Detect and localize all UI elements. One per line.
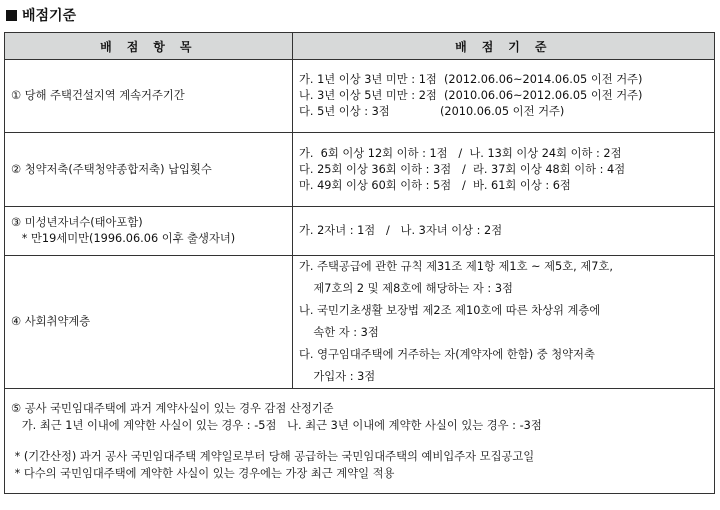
row-criteria-cell bbox=[293, 207, 715, 256]
square-bullet-icon bbox=[6, 10, 17, 21]
criteria-line: 나. 3년 이상 5년 미만 : 2점 (2010.06.06~2012.06.05 이전 거주) bbox=[299, 89, 643, 102]
scoring-criteria-table bbox=[4, 32, 715, 494]
item-label: ③ 미성년자녀수(태아포함) bbox=[11, 216, 143, 229]
row-item-cell bbox=[5, 133, 293, 207]
table-row bbox=[5, 256, 715, 389]
criteria-line: 속한 자 : 3점 bbox=[299, 326, 379, 339]
section-heading bbox=[6, 4, 76, 26]
criteria-line: 나. 국민기초생활 보장법 제2조 제10호에 따른 차상위 계층에 bbox=[299, 304, 601, 317]
table-row bbox=[5, 60, 715, 133]
criteria-line: 마. 49회 이상 60회 이하 : 5점 / 바. 61회 이상 : 6점 bbox=[299, 178, 571, 192]
row-criteria-cell bbox=[293, 60, 715, 133]
criteria-line: 가. 2자녀 : 1점 / 나. 3자녀 이상 : 2점 bbox=[299, 224, 503, 237]
row-item-cell bbox=[5, 256, 293, 389]
criteria-line: 가. 6회 이상 12회 이하 : 1점 / 나. 13회 이상 24회 이하 : 2점 bbox=[299, 146, 622, 160]
deduction-footer-row bbox=[5, 389, 715, 494]
criteria-line: 다. 영구임대주택에 거주하는 자(계약자에 한함) 중 청약저축 bbox=[299, 348, 595, 361]
row-criteria-cell bbox=[293, 133, 715, 207]
header-scoring-item: 배 점 항 목 bbox=[5, 33, 293, 60]
table-row bbox=[5, 133, 715, 207]
deduction-title: ⑤ 공사 국민임대주택에 과거 계약사실이 있는 경우 감점 산정기준 bbox=[11, 402, 334, 415]
spacer bbox=[11, 434, 708, 448]
criteria-line: 가. 주택공급에 관한 규칙 제31조 제1항 제1호 ~ 제5호, 제7호, bbox=[299, 260, 613, 273]
deduction-footer-cell bbox=[5, 389, 715, 494]
row-criteria-cell bbox=[293, 256, 715, 389]
criteria-line: 제7호의 2 및 제8호에 해당하는 자 : 3점 bbox=[299, 282, 513, 295]
table-row bbox=[5, 207, 715, 256]
item-label: ① 당해 주택건설지역 계속거주기간 bbox=[11, 89, 185, 102]
header-scoring-criteria: 배 점 기 준 bbox=[293, 33, 715, 60]
row-item-cell bbox=[5, 60, 293, 133]
deduction-line: 가. 최근 1년 이내에 계약한 사실이 있는 경우 : -5점 나. 최근 3년 이내에 계약한 사실이 있는 경우 : -3점 bbox=[11, 419, 542, 432]
criteria-line: 가입자 : 3점 bbox=[299, 370, 376, 383]
criteria-line: 가. 1년 이상 3년 미만 : 1점 (2012.06.06~2014.06.05 이전 거주) bbox=[299, 73, 643, 86]
item-label: ④ 사회취약계층 bbox=[11, 315, 91, 328]
row-item-cell bbox=[5, 207, 293, 256]
footnote: * 다수의 국민임대주택에 계약한 사실이 있는 경우에는 가장 최근 계약일 적용 bbox=[11, 467, 395, 480]
criteria-line: 다. 25회 이상 36회 이하 : 3점 / 라. 37회 이상 48회 이하 : 4점 bbox=[299, 162, 626, 176]
footnote: * (기간산정) 과거 공사 국민임대주택 계약일로부터 당해 공급하는 국민임대주택의 예비입주자 모집공고일 bbox=[11, 450, 535, 463]
section-title: 배점기준 bbox=[22, 8, 77, 24]
item-sub-note: * 만19세미만(1996.06.06 이후 출생자녀) bbox=[11, 232, 236, 245]
criteria-line: 다. 5년 이상 : 3점 (2010.06.05 이전 거주) bbox=[299, 105, 565, 118]
item-label: ② 청약저축(주택청약종합저축) 납입횟수 bbox=[11, 162, 212, 176]
table-header-row bbox=[5, 33, 715, 60]
